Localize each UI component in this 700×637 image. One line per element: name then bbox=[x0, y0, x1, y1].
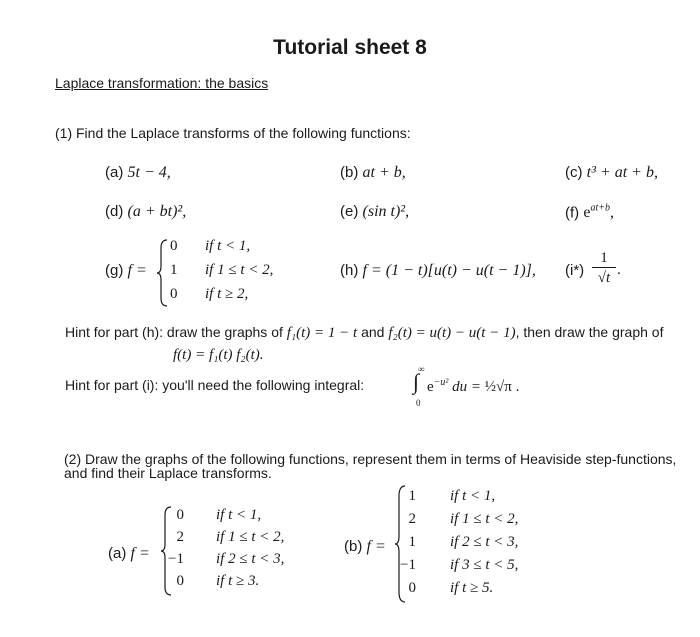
q1-item-e bbox=[340, 203, 409, 221]
q1-g-case-2-val: 1 bbox=[170, 262, 178, 278]
q2-b-case-1-cond: if t < 1, bbox=[450, 488, 496, 504]
q1-i-numerator: 1 bbox=[592, 250, 616, 268]
q1-f-exponent: at+b bbox=[590, 203, 610, 214]
q2-item-a-label bbox=[108, 545, 150, 563]
q2-b-label: (b) bbox=[344, 538, 363, 555]
q2-b-case-2-val: 2 bbox=[408, 511, 416, 527]
q1-g-case-3-cond: if t ≥ 2, bbox=[205, 286, 249, 302]
q2-prompt-line1: (2) Draw the graphs of the following functions, represent them in terms of Heaviside step-functions, bbox=[64, 451, 677, 467]
q2-a-label: (a) bbox=[108, 545, 127, 562]
q2-a-case-4-cond: if t ≥ 3. bbox=[216, 573, 260, 589]
q2-b-case-3-val: 1 bbox=[408, 534, 416, 550]
q1-item-i-label: (i*) bbox=[565, 262, 585, 279]
hint-i-lower-limit: 0 bbox=[416, 398, 421, 408]
q1-c-expr: t³ + at + b, bbox=[586, 164, 658, 181]
q1-f-expr: $e^{at+b}$, bbox=[583, 203, 614, 222]
q1-a-label: (a) bbox=[105, 164, 124, 181]
q2-a-case-2-cond: if 1 ≤ t < 2, bbox=[216, 529, 285, 545]
q1-item-f bbox=[565, 203, 614, 222]
hint-i-line: Hint for part (i): you'll need the following integral: bbox=[65, 377, 365, 393]
q2-b-case-2-cond: if 1 ≤ t < 2, bbox=[450, 511, 519, 527]
q2-a-case-2-val: 2 bbox=[176, 529, 184, 545]
q1-c-label: (c) bbox=[565, 164, 583, 181]
q2-prompt-line2: and find their Laplace transforms. bbox=[64, 465, 272, 481]
section-subtitle: Laplace transformation: the basics bbox=[55, 75, 269, 91]
q2-b-case-5-val: 0 bbox=[408, 580, 416, 596]
hint-i-upper-limit: ∞ bbox=[418, 364, 425, 374]
q2-a-case-1-cond: if t < 1, bbox=[216, 507, 262, 523]
q1-g-case-1-cond: if t < 1, bbox=[205, 238, 251, 254]
q1-g-lhs: f = bbox=[127, 262, 147, 279]
q2-a-case-3-cond: if 2 ≤ t < 3, bbox=[216, 551, 285, 567]
q2-b-case-3-cond: if 2 ≤ t < 3, bbox=[450, 534, 519, 550]
q1-e-label: (e) bbox=[340, 203, 359, 220]
q2-b-case-5-cond: if t ≥ 5. bbox=[450, 580, 494, 596]
hint-h-f1: f₁(t) = 1 − t bbox=[286, 325, 358, 341]
q1-g-label: (g) bbox=[105, 262, 124, 279]
q2-a-case-4-val: 0 bbox=[176, 573, 184, 589]
q2-b-case-4-val: −1 bbox=[400, 557, 416, 573]
hint-h-line2: f(t) = f₁(t) f₂(t). bbox=[173, 347, 264, 363]
hint-i-integral-sign: ∫ bbox=[413, 369, 420, 394]
q1-item-c bbox=[565, 164, 658, 182]
q2-b-case-4-cond: if 3 ≤ t < 5, bbox=[450, 557, 519, 573]
q1-g-brace bbox=[156, 238, 170, 308]
q1-f-label: (f) bbox=[565, 204, 580, 222]
q1-d-label: (d) bbox=[105, 203, 124, 220]
q1-g-case-1-val: 0 bbox=[170, 238, 178, 254]
page-title: Tutorial sheet 8 bbox=[273, 36, 427, 59]
q2-item-b-label bbox=[344, 538, 386, 556]
q1-b-expr: at + b, bbox=[362, 164, 406, 181]
q1-i-denominator: √t bbox=[597, 270, 611, 286]
q1-a-expr: 5t − 4, bbox=[127, 164, 171, 181]
hint-h-f2: f₂(t) = u(t) − u(t − 1) bbox=[388, 325, 516, 341]
q2-b-lhs: f = bbox=[366, 538, 386, 555]
q1-prompt: (1) Find the Laplace transforms of the following functions: bbox=[55, 125, 411, 141]
q1-item-h bbox=[340, 262, 536, 280]
q1-item-a bbox=[105, 164, 171, 182]
q1-i-tail: . bbox=[617, 262, 621, 278]
q1-g-case-2-cond: if 1 ≤ t < 2, bbox=[205, 262, 274, 278]
q1-e-expr: (sin t)², bbox=[362, 203, 410, 220]
q2-a-case-1-val: 0 bbox=[176, 507, 184, 523]
q1-h-expr: f = (1 − t)[u(t) − u(t − 1)], bbox=[362, 262, 536, 279]
q1-item-g-label bbox=[105, 262, 147, 280]
q2-a-lhs: f = bbox=[130, 545, 150, 562]
q2-a-case-3-val: −1 bbox=[168, 551, 184, 567]
q1-d-expr: (a + bt)², bbox=[127, 203, 187, 220]
hint-h-line1: Hint for part (h): draw the graphs of f₁(t) = 1 − t and f₂(t) = u(t) − u(t − 1), then draw the graph of bbox=[65, 324, 664, 341]
q1-h-label: (h) bbox=[340, 262, 359, 279]
q2-b-case-1-val: 1 bbox=[408, 488, 416, 504]
q1-g-case-3-val: 0 bbox=[170, 286, 178, 302]
q1-item-b bbox=[340, 164, 406, 182]
q1-item-d bbox=[105, 203, 186, 221]
hint-i-integrand: $e^{-u^2}$ du = ½√π . bbox=[427, 377, 520, 395]
q1-b-label: (b) bbox=[340, 164, 359, 181]
